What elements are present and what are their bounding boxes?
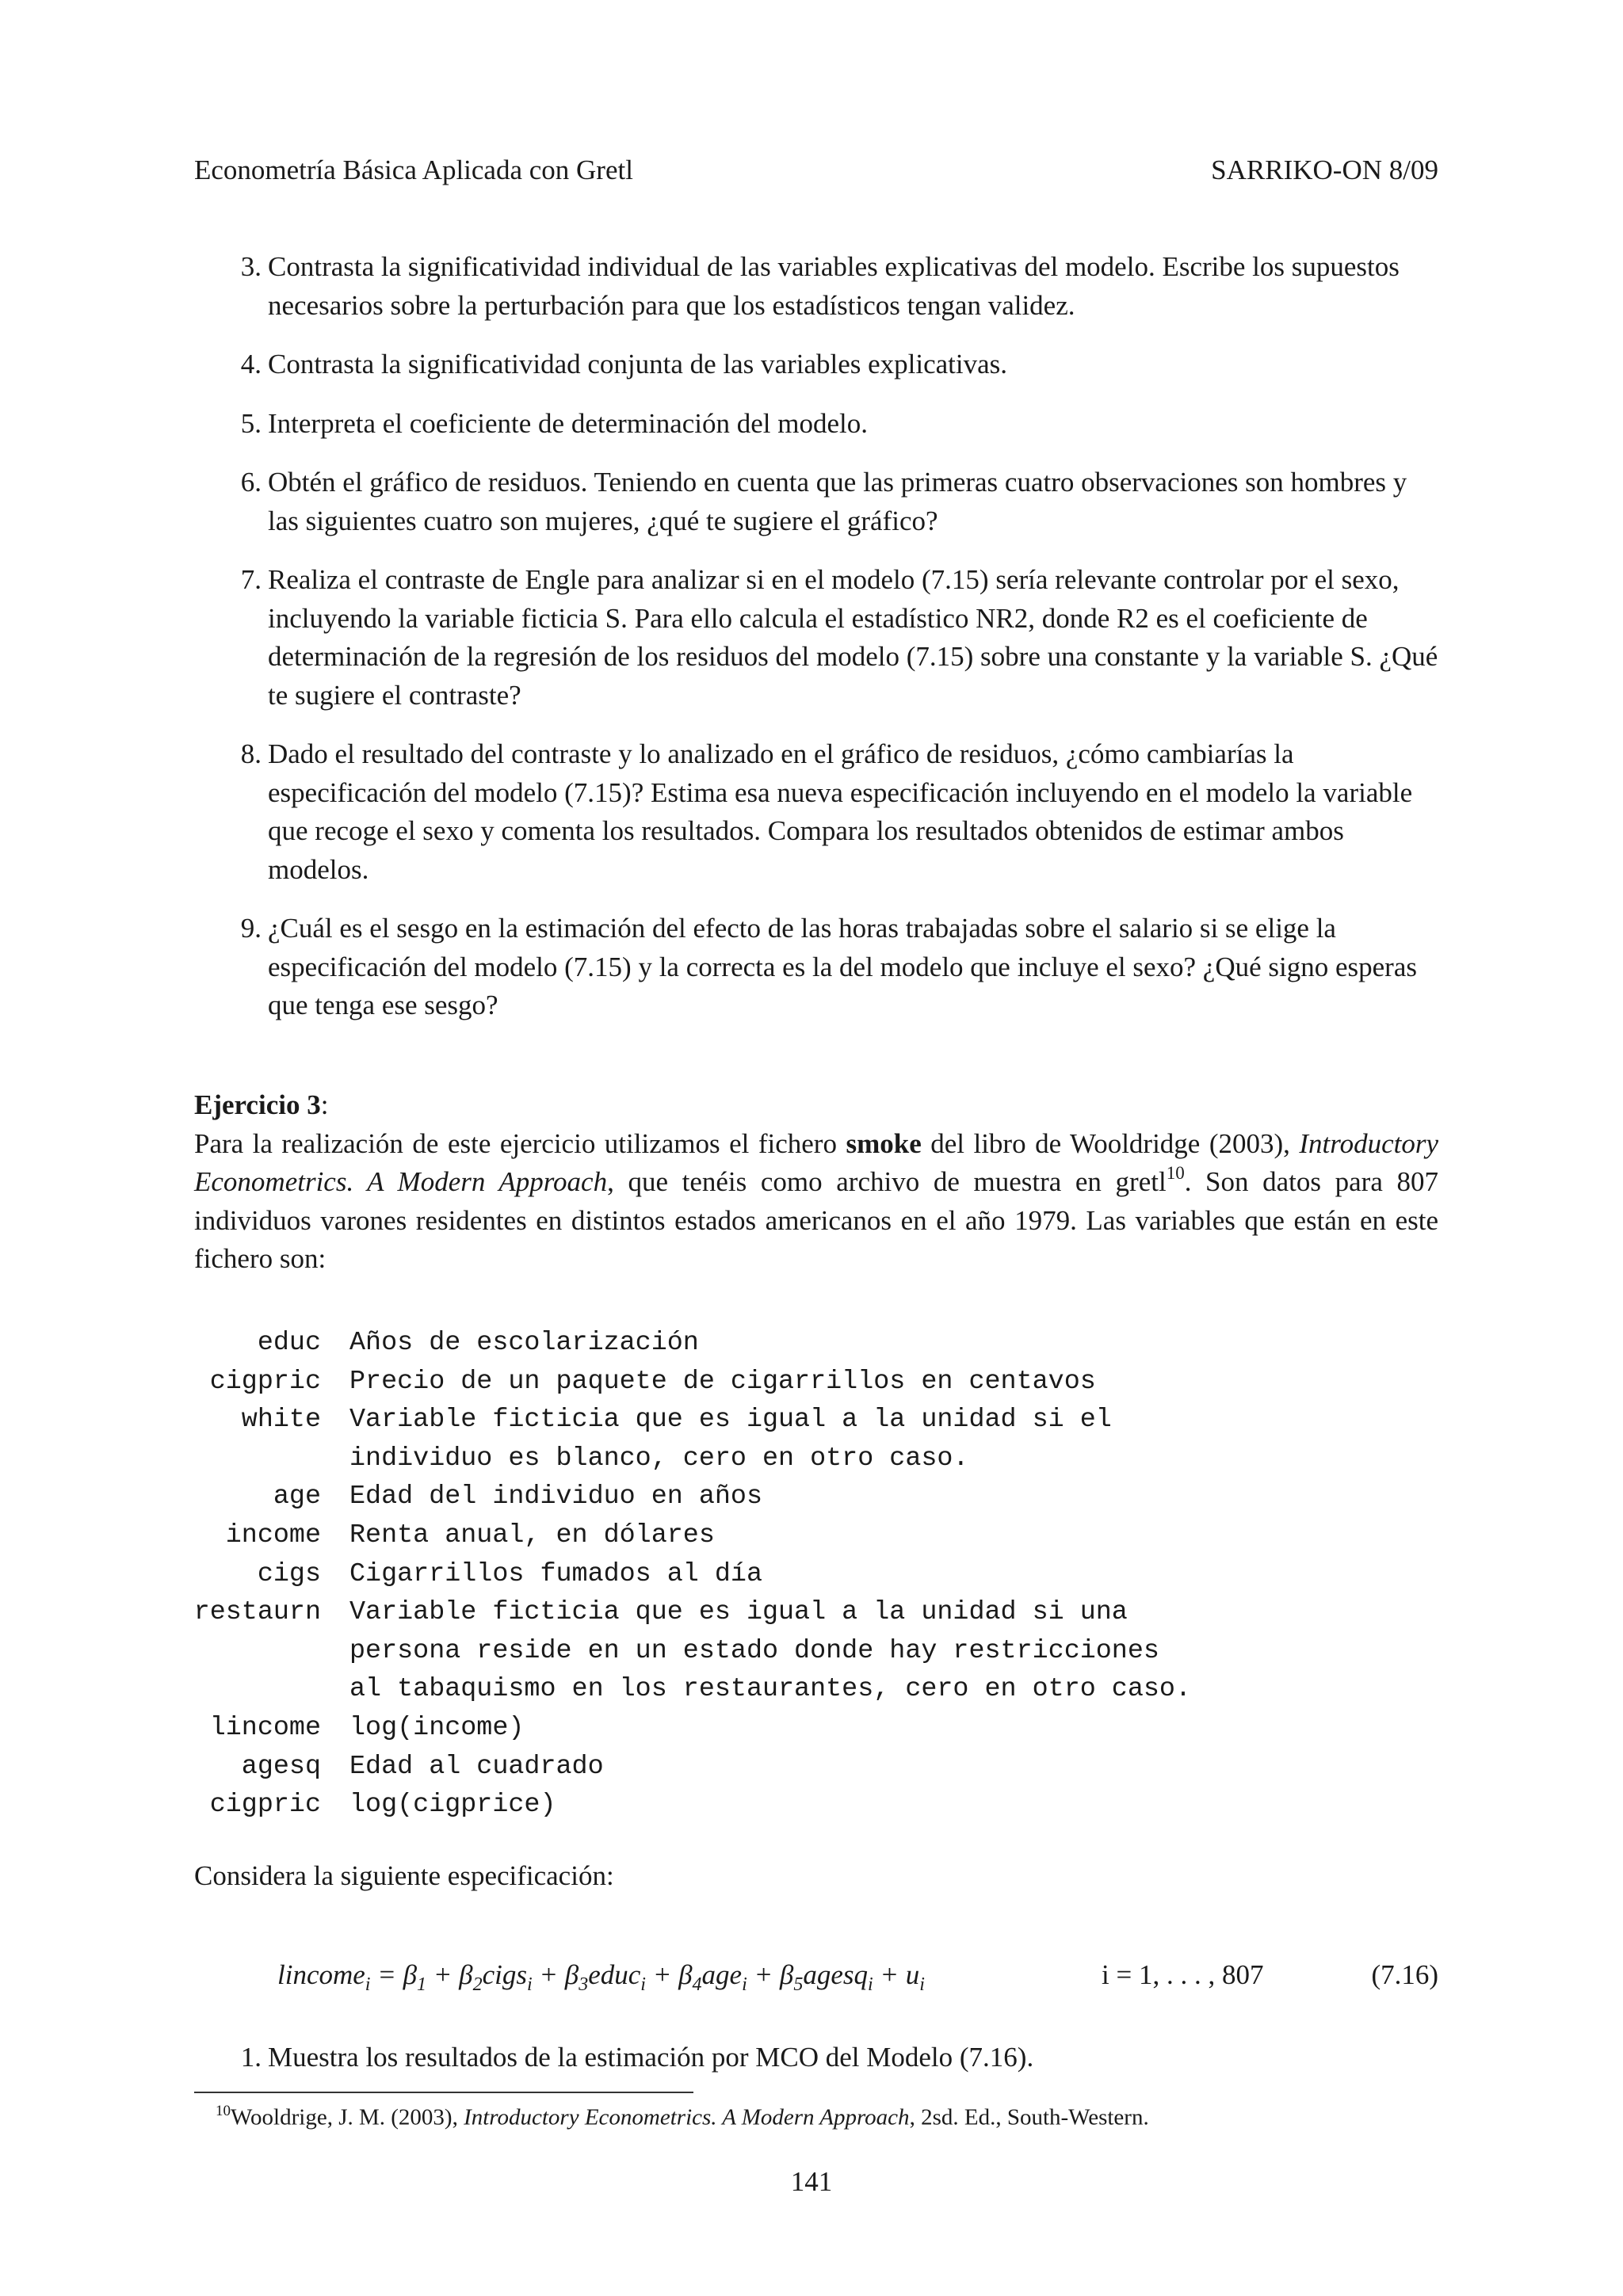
specification-intro: Considera la siguiente especificación:	[194, 1860, 614, 1891]
exercise-colon: :	[320, 1089, 329, 1120]
table-row	[190, 1555, 1191, 1594]
variable-name: lincome	[209, 1712, 321, 1743]
exercise-title: Ejercicio 3	[194, 1089, 321, 1120]
variable-description: Variable ficticia que es igual a la unidad si una persona reside en un estado donde hay restricciones al tabaquismo en los restaurantes, cero en otro caso.	[349, 1597, 1191, 1705]
dataset-name: smoke	[846, 1127, 922, 1159]
footnote-mark: 10	[216, 2103, 231, 2119]
item-text: Contrasta la significatividad individual de las variables explicativas del modelo. Escribe los supuestos necesarios sobre la perturbación para que los estadísticos tengan validez.	[268, 251, 1400, 321]
table-row	[190, 1786, 1191, 1825]
exercise-heading	[194, 1086, 1438, 1125]
item-number: 1.	[240, 2042, 262, 2073]
exercise-section	[194, 1086, 1438, 1279]
variable-description: log(cigprice)	[349, 1790, 556, 1821]
item-text: ¿Cuál es el sesgo en la estimación del efecto de las horas trabajadas sobre el salario si se elige la especificación del modelo (7.15) y la correcta es la del modelo que incluye el sexo? ¿Qué signo esperas que tenga ese sesgo?	[268, 913, 1417, 1020]
footnote-reference: 10	[1166, 1163, 1185, 1184]
item-number: 5.	[240, 407, 262, 439]
variable-description: Precio de un paquete de cigarrillos en centavos	[349, 1366, 1096, 1397]
running-header	[194, 154, 1438, 186]
book-title: Introductory Econometrics. A Modern Approach	[194, 1127, 1438, 1197]
table-row	[190, 1478, 1191, 1516]
table-row	[190, 1709, 1191, 1748]
variable-description: Renta anual, en dólares	[349, 1520, 715, 1550]
table-row	[190, 1324, 1191, 1363]
item-text: Realiza el contraste de Engle para analizar si en el modelo (7.15) sería relevante controlar por el sexo, incluyendo la variable ficticia S. Para ello calcula el estadístico NR2, donde R2 es el coeficiente de determinación de la regresión de los residuos del modelo (7.15) sobre una constante y la variable S. ¿Qué te sugiere el contraste?	[268, 564, 1438, 711]
equation-7-16	[277, 1959, 1438, 1996]
variable-description: Edad del individuo en años	[349, 1482, 762, 1512]
item-number: 7.	[240, 564, 262, 595]
equation-body: lincome$_i$ = $\beta_1$ + $\beta_2cigs_i$ + $\beta_3educ_i + \beta_4age_i$ + $\beta_5agesq_i + u_i$	[277, 1959, 925, 1995]
list-item	[194, 248, 1438, 325]
exercise-paragraph	[194, 1125, 1438, 1279]
item-number: 9.	[240, 913, 262, 944]
variable-name: income	[225, 1520, 321, 1550]
footnote-rule	[194, 2092, 693, 2093]
table-row	[190, 1401, 1191, 1478]
table-row	[190, 1516, 1191, 1555]
variable-description: Variable ficticia que es igual a la unidad si el individuo es blanco, cero en otro caso.	[349, 1405, 1112, 1474]
footnote-book-title: Introductory Econometrics. A Modern Approach	[464, 2104, 910, 2130]
item-text: Obtén el gráfico de residuos. Teniendo en cuenta que las primeras cuatro observaciones son hombres y las siguientes cuatro son mujeres, ¿qué te sugiere el gráfico?	[268, 467, 1407, 536]
variable-name: restaurn	[193, 1597, 321, 1628]
footnote-text: , 2sd. Ed., South-Western.	[909, 2104, 1149, 2130]
paragraph-text: , que tenéis como archivo de muestra en gretl	[607, 1166, 1167, 1197]
item-number: 4.	[240, 349, 262, 379]
list-item	[194, 405, 1438, 444]
item-text: Contrasta la significatividad conjunta de las variables explicativas.	[268, 349, 1008, 379]
variable-description: Cigarrillos fumados al día	[349, 1558, 762, 1589]
question-list-top	[194, 248, 1438, 1025]
table-row	[190, 1363, 1191, 1402]
variable-description: Años de escolarización	[349, 1328, 699, 1358]
list-item	[194, 561, 1438, 715]
footnote	[216, 2103, 1149, 2131]
question-list-bottom	[194, 2039, 1438, 2077]
paragraph-text: Para la realización de este ejercicio utilizamos el fichero	[194, 1127, 846, 1159]
item-text: Muestra los resultados de la estimación por MCO del Modelo (7.16).	[268, 2042, 1034, 2073]
footnote-text: Wooldrige, J. M. (2003),	[231, 2104, 464, 2130]
list-item	[194, 735, 1438, 889]
header-book-title: Econometría Básica Aplicada con Gretl	[194, 154, 633, 185]
equation-range: i = 1, . . . , 807	[1102, 1959, 1264, 1990]
item-text: Dado el resultado del contraste y lo analizado en el gráfico de residuos, ¿cómo cambiarías la especificación del modelo (7.15)? Estima esa nueva especificación incluyendo en el modelo la variable que recoge el sexo y comenta los resultados. Compara los resultados obtenidos de estimar ambos modelos.	[268, 738, 1413, 885]
list-item	[194, 345, 1438, 384]
list-item	[194, 910, 1438, 1025]
item-number: 6.	[240, 467, 262, 498]
paragraph-text: . Son datos para 807 individuos varones residentes en distintos estados americanos en el año 1979. Las variables que están en este fichero son:	[194, 1166, 1438, 1274]
table-row	[190, 1748, 1191, 1787]
item-text: Interpreta el coeficiente de determinación del modelo.	[268, 407, 868, 439]
variable-name: cigs	[257, 1558, 321, 1589]
variable-name: age	[273, 1482, 321, 1512]
item-number: 8.	[240, 738, 262, 769]
item-number: 3.	[240, 251, 262, 282]
variable-description: log(income)	[349, 1712, 525, 1743]
variable-table	[190, 1324, 1191, 1825]
table-row	[190, 1593, 1191, 1709]
list-item	[194, 463, 1438, 540]
equation-number: (7.16)	[1371, 1959, 1438, 1990]
variable-name: agesq	[241, 1751, 321, 1782]
variable-name: white	[241, 1405, 321, 1436]
list-item	[194, 2039, 1438, 2077]
header-series-label: SARRIKO-ON 8/09	[1211, 154, 1438, 185]
paragraph-text: del libro de Wooldridge (2003),	[921, 1127, 1300, 1159]
variable-name: educ	[257, 1328, 321, 1358]
variable-name: cigpric	[209, 1366, 321, 1397]
variable-name: cigpric	[209, 1790, 321, 1821]
page-number: 141	[790, 2166, 833, 2197]
variable-description: Edad al cuadrado	[349, 1751, 604, 1782]
